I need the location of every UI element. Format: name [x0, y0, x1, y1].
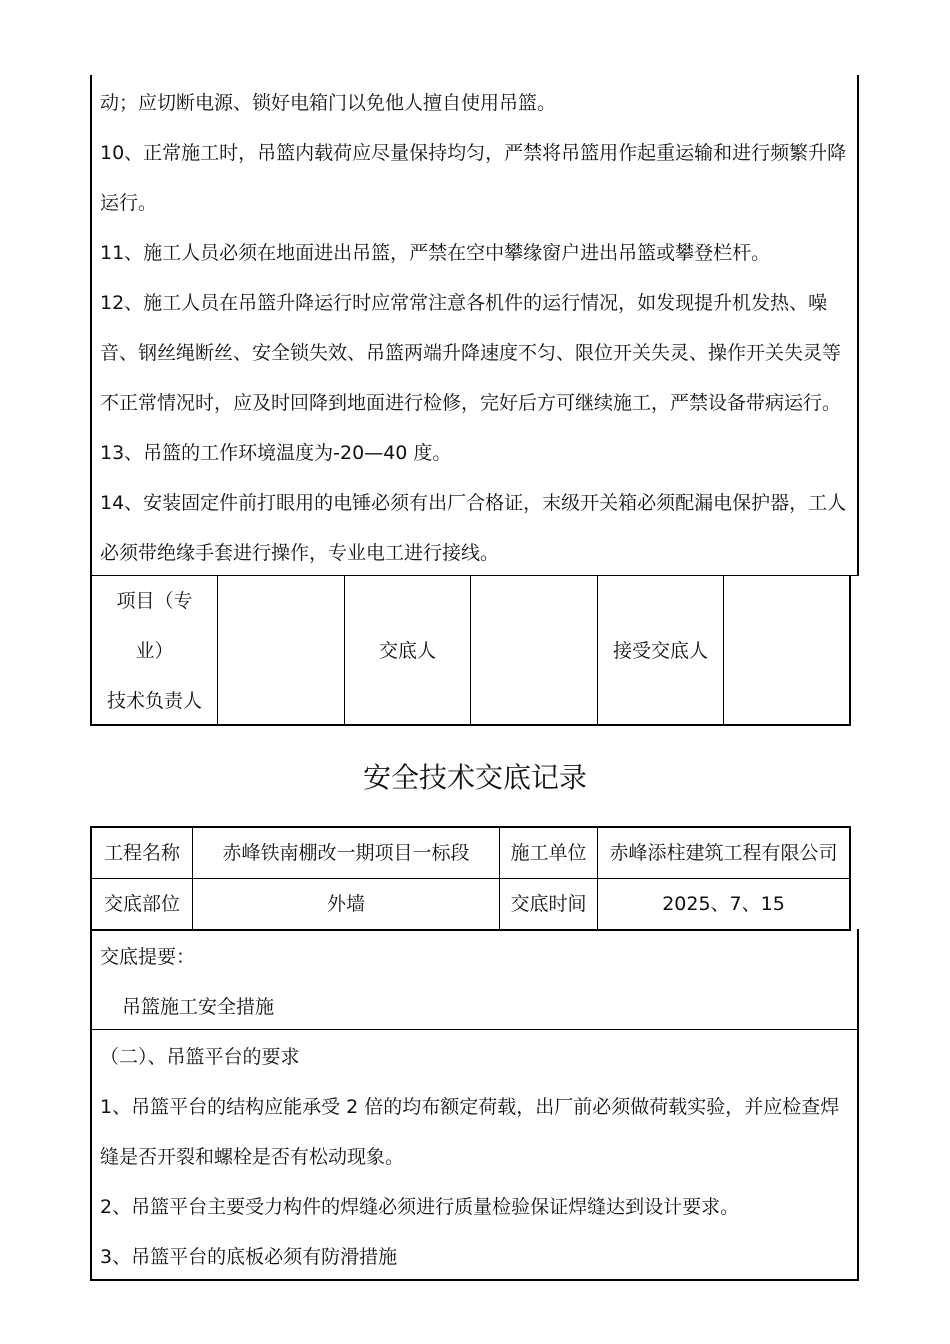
divider	[217, 575, 218, 726]
text-line: 动；应切断电源、锁好电箱门以免他人擅自使用吊篮。	[100, 92, 557, 114]
divider	[723, 575, 724, 726]
tech-lead-label-line: 技术负责人	[106, 690, 202, 712]
tech-lead-label-line: 业）	[135, 640, 174, 662]
text-line: 13、吊篮的工作环境温度为-20—40 度。	[100, 442, 452, 464]
contractor-label: 施工单位	[510, 842, 587, 864]
text-line: 缝是否开裂和螺栓是否有松动现象。	[100, 1146, 405, 1168]
project-name-label: 工程名称	[103, 842, 180, 864]
text-line: 3、吊篮平台的底板必须有防滑措施	[100, 1246, 398, 1268]
page-title: 安全技术交底记录	[362, 761, 587, 794]
text-line: 11、施工人员必须在地面进出吊篮，严禁在空中攀缘窗户进出吊篮或攀登栏杆。	[100, 242, 771, 264]
location-value: 外墙	[326, 893, 365, 915]
text-line: 10、正常施工时，吊篮内载荷应尽量保持均匀，严禁将吊篮用作起重运输和进行频繁升降	[100, 142, 847, 164]
text-line: 14、安装固定件前打眼用的电锤必须有出厂合格证，末级开关箱必须配漏电保护器，工人	[100, 492, 847, 514]
project-name-value: 赤峰铁南棚改一期项目一标段	[222, 842, 470, 864]
location-label: 交底部位	[103, 893, 180, 915]
tech-lead-label-line: 项目（专	[116, 590, 193, 612]
divider	[470, 575, 471, 726]
text-line: 必须带绝缘手套进行操作，专业电工进行接线。	[100, 542, 500, 564]
summary-value: 吊篮施工安全措施	[122, 996, 275, 1018]
text-line: 2、吊篮平台主要受力构件的焊缝必须进行质量检验保证焊缝达到设计要求。	[100, 1196, 740, 1218]
text-line: 1、吊篮平台的结构应能承受 2 倍的均布额定荷载，出厂前必须做荷载实验，并应检查焊	[100, 1096, 840, 1118]
text-line: 不正常情况时，应及时回降到地面进行检修，完好后方可继续施工，严禁设备带病运行。	[100, 392, 842, 414]
contractor-value: 赤峰添柱建筑工程有限公司	[609, 842, 838, 864]
date-label: 交底时间	[510, 893, 587, 915]
date-value: 2025、7、15	[662, 893, 785, 915]
summary-label: 交底提要：	[100, 946, 196, 968]
text-line: 音、钢丝绳断丝、安全锁失效、吊篮两端升降速度不匀、限位开关失灵、操作开关失灵等	[100, 342, 842, 364]
receiver-label: 接受交底人	[612, 639, 708, 662]
section-title: （二）、吊篮平台的要求	[100, 1046, 300, 1068]
discloser-label: 交底人	[378, 639, 436, 662]
text-line: 12、施工人员在吊篮升降运行时应常常注意各机件的运行情况，如发现提升机发热、噪	[100, 292, 828, 314]
text-line: 运行。	[100, 192, 158, 214]
